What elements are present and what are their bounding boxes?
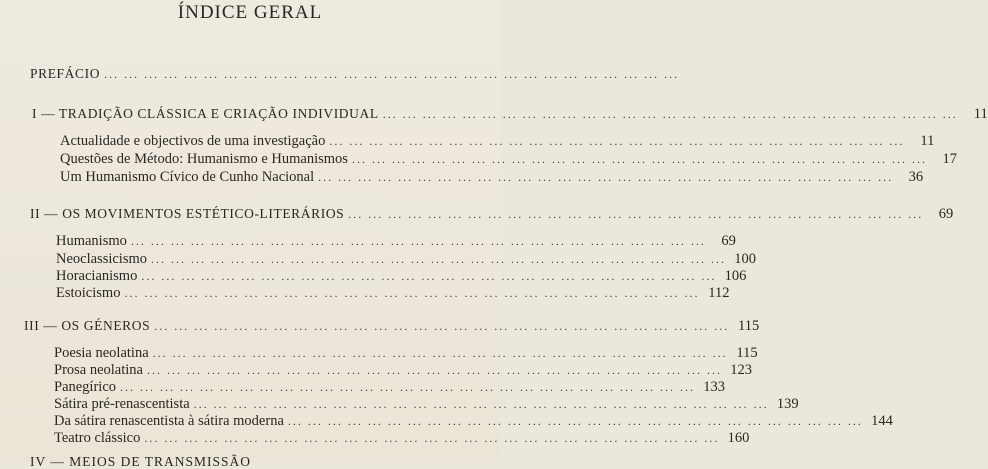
dot-leader: ... ... ... ... ... ... ... ... ... ... ... ... ... ... ... ... ... ... ... ... ... ... ... ... ... ... ... ... ... (151, 252, 727, 266)
toc-entry[interactable] (56, 233, 736, 251)
toc-entry[interactable] (54, 345, 758, 363)
toc-page-number: 123 (730, 362, 752, 378)
toc-entry-label: Panegírico (54, 379, 117, 395)
dot-leader: ... ... ... ... ... ... ... ... ... ... ... ... ... ... ... ... ... ... ... ... ... ... ... ... ... ... ... ... ... (130, 234, 706, 248)
toc-entry-preface[interactable] (30, 66, 680, 84)
dot-leader: ... ... ... ... ... ... ... ... ... ... ... ... ... ... ... ... ... ... ... ... ... ... ... ... ... ... ... ... ... (120, 380, 696, 394)
dot-leader: ... ... ... ... ... ... ... ... ... ... ... ... ... ... ... ... ... ... ... ... ... ... ... ... ... ... ... ... ... (144, 431, 720, 445)
toc-chapter-label: I — TRADIÇÃO CLÁSSICA E CRIAÇÃO INDIVIDUAL (32, 106, 379, 121)
dot-leader: ... ... ... ... ... ... ... ... ... ... ... ... ... ... ... ... ... ... ... ... ... ... ... ... ... ... ... ... ... (124, 286, 700, 300)
toc-entry[interactable] (54, 430, 750, 448)
toc-page-number: 11 (973, 106, 988, 122)
toc-page-number: 69 (721, 233, 736, 249)
dot-leader: ... ... ... ... ... ... ... ... ... ... ... ... ... ... ... ... ... ... ... ... ... ... ... ... ... ... ... ... ... (152, 346, 728, 360)
dot-leader: ... ... ... ... ... ... ... ... ... ... ... ... ... ... ... ... ... ... ... ... ... ... ... ... ... ... ... ... ... (382, 107, 958, 121)
toc-entry-label: Actualidade e objectivos de uma investigação (60, 133, 326, 149)
dot-leader: ... ... ... ... ... ... ... ... ... ... ... ... ... ... ... ... ... ... ... ... ... ... ... ... ... ... ... ... ... (154, 319, 730, 333)
dot-leader: ... ... ... ... ... ... ... ... ... ... ... ... ... ... ... ... ... ... ... ... ... ... ... ... ... ... ... ... ... (348, 207, 924, 221)
toc-page-number: 11 (920, 133, 935, 149)
toc-chapter-4-cut: IV — MEIOS DE TRANSMISSÃO (30, 454, 252, 469)
toc-chapter-2[interactable] (30, 206, 954, 224)
toc-entry[interactable] (56, 285, 730, 303)
toc-entry[interactable] (60, 133, 935, 151)
toc-entry-label: Teatro clássico (54, 430, 141, 446)
toc-page-number: 100 (734, 251, 757, 267)
toc-entry-label: Neoclassicismo (56, 251, 148, 267)
toc-entry[interactable] (54, 362, 752, 380)
toc-page-number: 115 (738, 318, 760, 334)
toc-page-number: 133 (703, 379, 726, 395)
toc-entry-label: Sátira pré-renascentista (54, 396, 190, 412)
toc-entry[interactable] (54, 379, 726, 397)
toc-chapter-1[interactable] (32, 106, 988, 124)
dot-leader: ... ... ... ... ... ... ... ... ... ... ... ... ... ... ... ... ... ... ... ... ... ... ... ... ... ... ... ... ... (193, 397, 769, 411)
dot-leader: ... ... ... ... ... ... ... ... ... ... ... ... ... ... ... ... ... ... ... ... ... ... ... ... ... ... ... ... ... (318, 170, 894, 184)
dot-leader: ... ... ... ... ... ... ... ... ... ... ... ... ... ... ... ... ... ... ... ... ... ... ... ... ... ... ... ... ... (287, 414, 863, 428)
toc-page-number: 17 (942, 151, 957, 167)
toc-entry-label: Estoicismo (56, 285, 121, 301)
toc-entry-label: Poesia neolatina (54, 345, 149, 361)
toc-page-number: 160 (727, 430, 750, 446)
toc-chapter-3[interactable] (24, 318, 760, 336)
toc-entry-label: Um Humanismo Cívico de Cunho Nacional (60, 169, 315, 185)
dot-leader: ... ... ... ... ... ... ... ... ... ... ... ... ... ... ... ... ... ... ... ... ... ... ... ... ... ... ... ... ... (147, 363, 722, 377)
toc-entry-label: Da sátira renascentista à sátira moderna (54, 413, 284, 429)
dot-leader: ... ... ... ... ... ... ... ... ... ... ... ... ... ... ... ... ... ... ... ... ... ... ... ... ... ... ... ... ... (329, 134, 905, 148)
toc-page-number: 115 (736, 345, 758, 361)
toc-entry[interactable] (56, 268, 747, 286)
dot-leader: ... ... ... ... ... ... ... ... ... ... ... ... ... ... ... ... ... ... ... ... ... ... ... ... ... ... ... ... ... (141, 269, 717, 283)
dot-leader: ... ... ... ... ... ... ... ... ... ... ... ... ... ... ... ... ... ... ... ... ... ... ... ... ... ... ... ... ... (104, 67, 680, 81)
dot-leader: ... ... ... ... ... ... ... ... ... ... ... ... ... ... ... ... ... ... ... ... ... ... ... ... ... ... ... ... ... (351, 152, 927, 166)
toc-entry[interactable] (54, 396, 799, 414)
toc-entry-label: Horacianismo (56, 268, 138, 284)
toc-entry[interactable] (60, 151, 957, 169)
toc-entry-label: PREFÁCIO (30, 66, 101, 81)
toc-page-number: 139 (776, 396, 799, 412)
toc-entry[interactable] (60, 169, 924, 187)
toc-chapter-label: III — OS GÉNEROS (24, 318, 151, 333)
toc-page-number: 112 (708, 285, 730, 301)
toc-entry-label: Humanismo (56, 233, 127, 249)
toc-page-number: 69 (938, 206, 954, 222)
page-title: ÍNDICE GERAL (177, 2, 323, 23)
toc-entry-label: Prosa neolatina (54, 362, 143, 378)
toc-page-number: 36 (908, 169, 924, 185)
toc-entry-label: Questões de Método: Humanismo e Humanismos (60, 151, 348, 167)
toc-page-number: 144 (871, 413, 893, 429)
toc-page-number: 106 (724, 268, 747, 284)
toc-entry[interactable] (54, 413, 893, 431)
toc-chapter-label: II — OS MOVIMENTOS ESTÉTICO-LITERÁRIOS (30, 206, 345, 221)
toc-entry[interactable] (56, 251, 757, 269)
